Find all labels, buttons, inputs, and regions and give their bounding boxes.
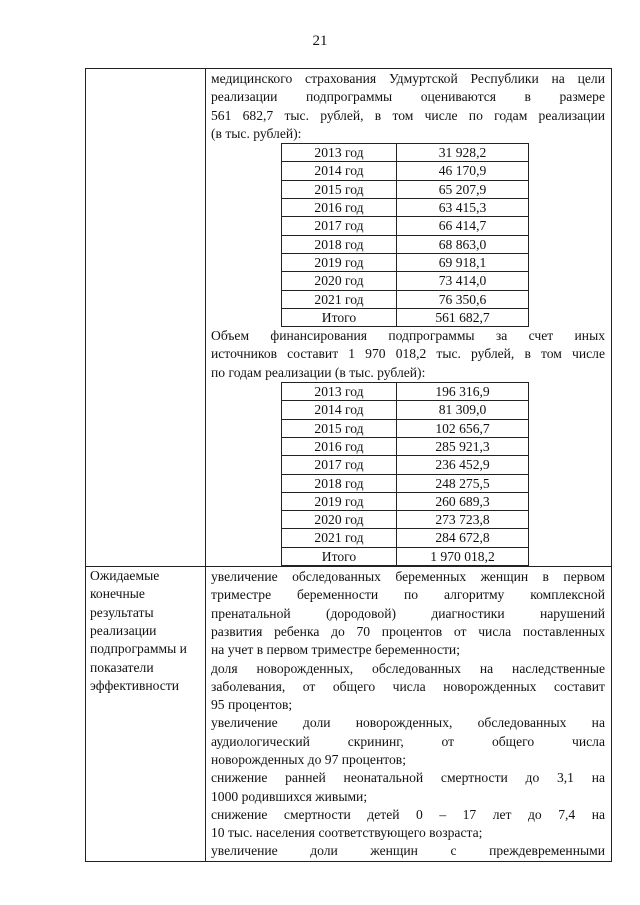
total-row: [282, 547, 529, 565]
year-row: [282, 419, 529, 437]
amount-cell: 284 672,8: [397, 529, 529, 547]
year-row: [282, 437, 529, 455]
amount-cell: 66 414,7: [397, 217, 529, 235]
amount-cell: 273 723,8: [397, 511, 529, 529]
text-line: увеличение доли женщин с преждевременными: [211, 843, 605, 859]
results-content-cell: [206, 567, 612, 862]
year-cell: 2018 год: [282, 474, 397, 492]
year-cell: 2017 год: [282, 456, 397, 474]
year-cell: 2019 год: [282, 253, 397, 271]
year-row: [282, 474, 529, 492]
text-line: доля новорожденных, обследованных на наследственные: [211, 660, 605, 676]
year-cell: 2016 год: [282, 199, 397, 217]
year-row: [282, 401, 529, 419]
amount-cell: 236 452,9: [397, 456, 529, 474]
result-item: [211, 842, 605, 860]
text-line: развития ребенка до 70 процентов от числа поставленных: [211, 623, 605, 639]
financing-paragraph-2: [211, 327, 605, 382]
year-cell: 2015 год: [282, 180, 397, 198]
amount-cell: 46 170,9: [397, 162, 529, 180]
year-cell: 2021 год: [282, 529, 397, 547]
text-line: Объем финансирования подпрограммы за счет иных: [211, 328, 605, 344]
text-line: снижение смертности детей 0 – 17 лет до 7,4 на: [211, 806, 605, 822]
amount-cell: 102 656,7: [397, 419, 529, 437]
year-cell: 2015 год: [282, 419, 397, 437]
year-row: [282, 383, 529, 401]
year-cell: 2014 год: [282, 401, 397, 419]
total-row: [282, 308, 529, 326]
year-row: [282, 511, 529, 529]
text-line: аудиологический скрининг, от общего числа: [211, 733, 605, 749]
result-item: [211, 714, 605, 769]
year-row: [282, 456, 529, 474]
year-row: [282, 199, 529, 217]
text-line: по годам реализации (в тыс. рублей):: [211, 364, 426, 380]
year-cell: 2013 год: [282, 383, 397, 401]
financing-table-2: [281, 382, 529, 566]
financing-content-cell: [206, 69, 612, 567]
text-line: медицинского страхования Удмуртской Республики на цели: [211, 71, 605, 86]
amount-cell: 196 316,9: [397, 383, 529, 401]
text-line: заболевания, от общего числа новорожденных составит: [211, 678, 605, 694]
text-line: реализации подпрограммы оцениваются в размере: [211, 89, 605, 105]
year-cell: 2018 год: [282, 235, 397, 253]
amount-cell: 76 350,6: [397, 290, 529, 308]
year-row: [282, 235, 529, 253]
text-line: 561 682,7 тыс. рублей, в том числе по годам реализации: [211, 107, 605, 123]
result-item: [211, 806, 605, 843]
year-row: [282, 162, 529, 180]
year-row: [282, 180, 529, 198]
text-line: увеличение обследованных беременных женщин в первом: [211, 569, 605, 585]
result-item: [211, 769, 605, 806]
page-number: 21: [312, 33, 328, 49]
text-line: 95 процентов;: [211, 697, 293, 713]
amount-cell: 31 928,2: [397, 144, 529, 162]
year-cell: Итого: [282, 308, 397, 326]
year-cell: 2020 год: [282, 511, 397, 529]
year-cell: 2017 год: [282, 217, 397, 235]
year-row: [282, 253, 529, 271]
financing-label-cell: [86, 69, 206, 567]
results-row: [86, 567, 612, 862]
year-cell: 2019 год: [282, 492, 397, 510]
text-line: новорожденных до 97 процентов;: [211, 751, 406, 767]
year-cell: 2021 год: [282, 290, 397, 308]
year-row: [282, 272, 529, 290]
text-line: (в тыс. рублей):: [211, 125, 302, 141]
year-row: [282, 492, 529, 510]
year-cell: 2014 год: [282, 162, 397, 180]
amount-cell: 260 689,3: [397, 492, 529, 510]
text-line: на учет в первом триместре беременности;: [211, 642, 460, 658]
amount-cell: 248 275,5: [397, 474, 529, 492]
year-cell: 2020 год: [282, 272, 397, 290]
year-row: [282, 529, 529, 547]
year-cell: Итого: [282, 547, 397, 565]
year-row: [282, 290, 529, 308]
amount-cell: 68 863,0: [397, 235, 529, 253]
financing-table-1: [281, 143, 529, 327]
amount-cell: 73 414,0: [397, 272, 529, 290]
year-row: [282, 144, 529, 162]
text-line: триместре беременности по алгоритму комплексной: [211, 587, 605, 603]
amount-cell: 65 207,9: [397, 180, 529, 198]
amount-cell: 1 970 018,2: [397, 547, 529, 565]
financing-row: [86, 69, 612, 567]
passport-table: [85, 68, 612, 862]
text-line: снижение ранней неонатальной смертности до 3,1 на: [211, 770, 605, 786]
financing-paragraph-1: [211, 70, 605, 143]
amount-cell: 285 921,3: [397, 437, 529, 455]
year-cell: 2016 год: [282, 437, 397, 455]
text-line: 1000 родившихся живыми;: [211, 788, 368, 804]
text-line: 10 тыс. населения соответствующего возраста;: [211, 825, 483, 841]
amount-cell: 63 415,3: [397, 199, 529, 217]
text-line: пренатальной (дородовой) диагностики нарушений: [211, 605, 605, 621]
results-label: Ожидаемые конечные результаты реализации подпрограммы и показатели эффективности: [90, 568, 187, 693]
text-line: источников составит 1 970 018,2 тыс. рублей, в том числе: [211, 346, 605, 362]
result-item: [211, 568, 605, 659]
year-cell: 2013 год: [282, 144, 397, 162]
text-line: увеличение доли новорожденных, обследованных на: [211, 715, 605, 731]
result-item: [211, 660, 605, 715]
year-row: [282, 217, 529, 235]
amount-cell: 81 309,0: [397, 401, 529, 419]
amount-cell: 69 918,1: [397, 253, 529, 271]
amount-cell: 561 682,7: [397, 308, 529, 326]
results-label-cell: [86, 567, 206, 862]
